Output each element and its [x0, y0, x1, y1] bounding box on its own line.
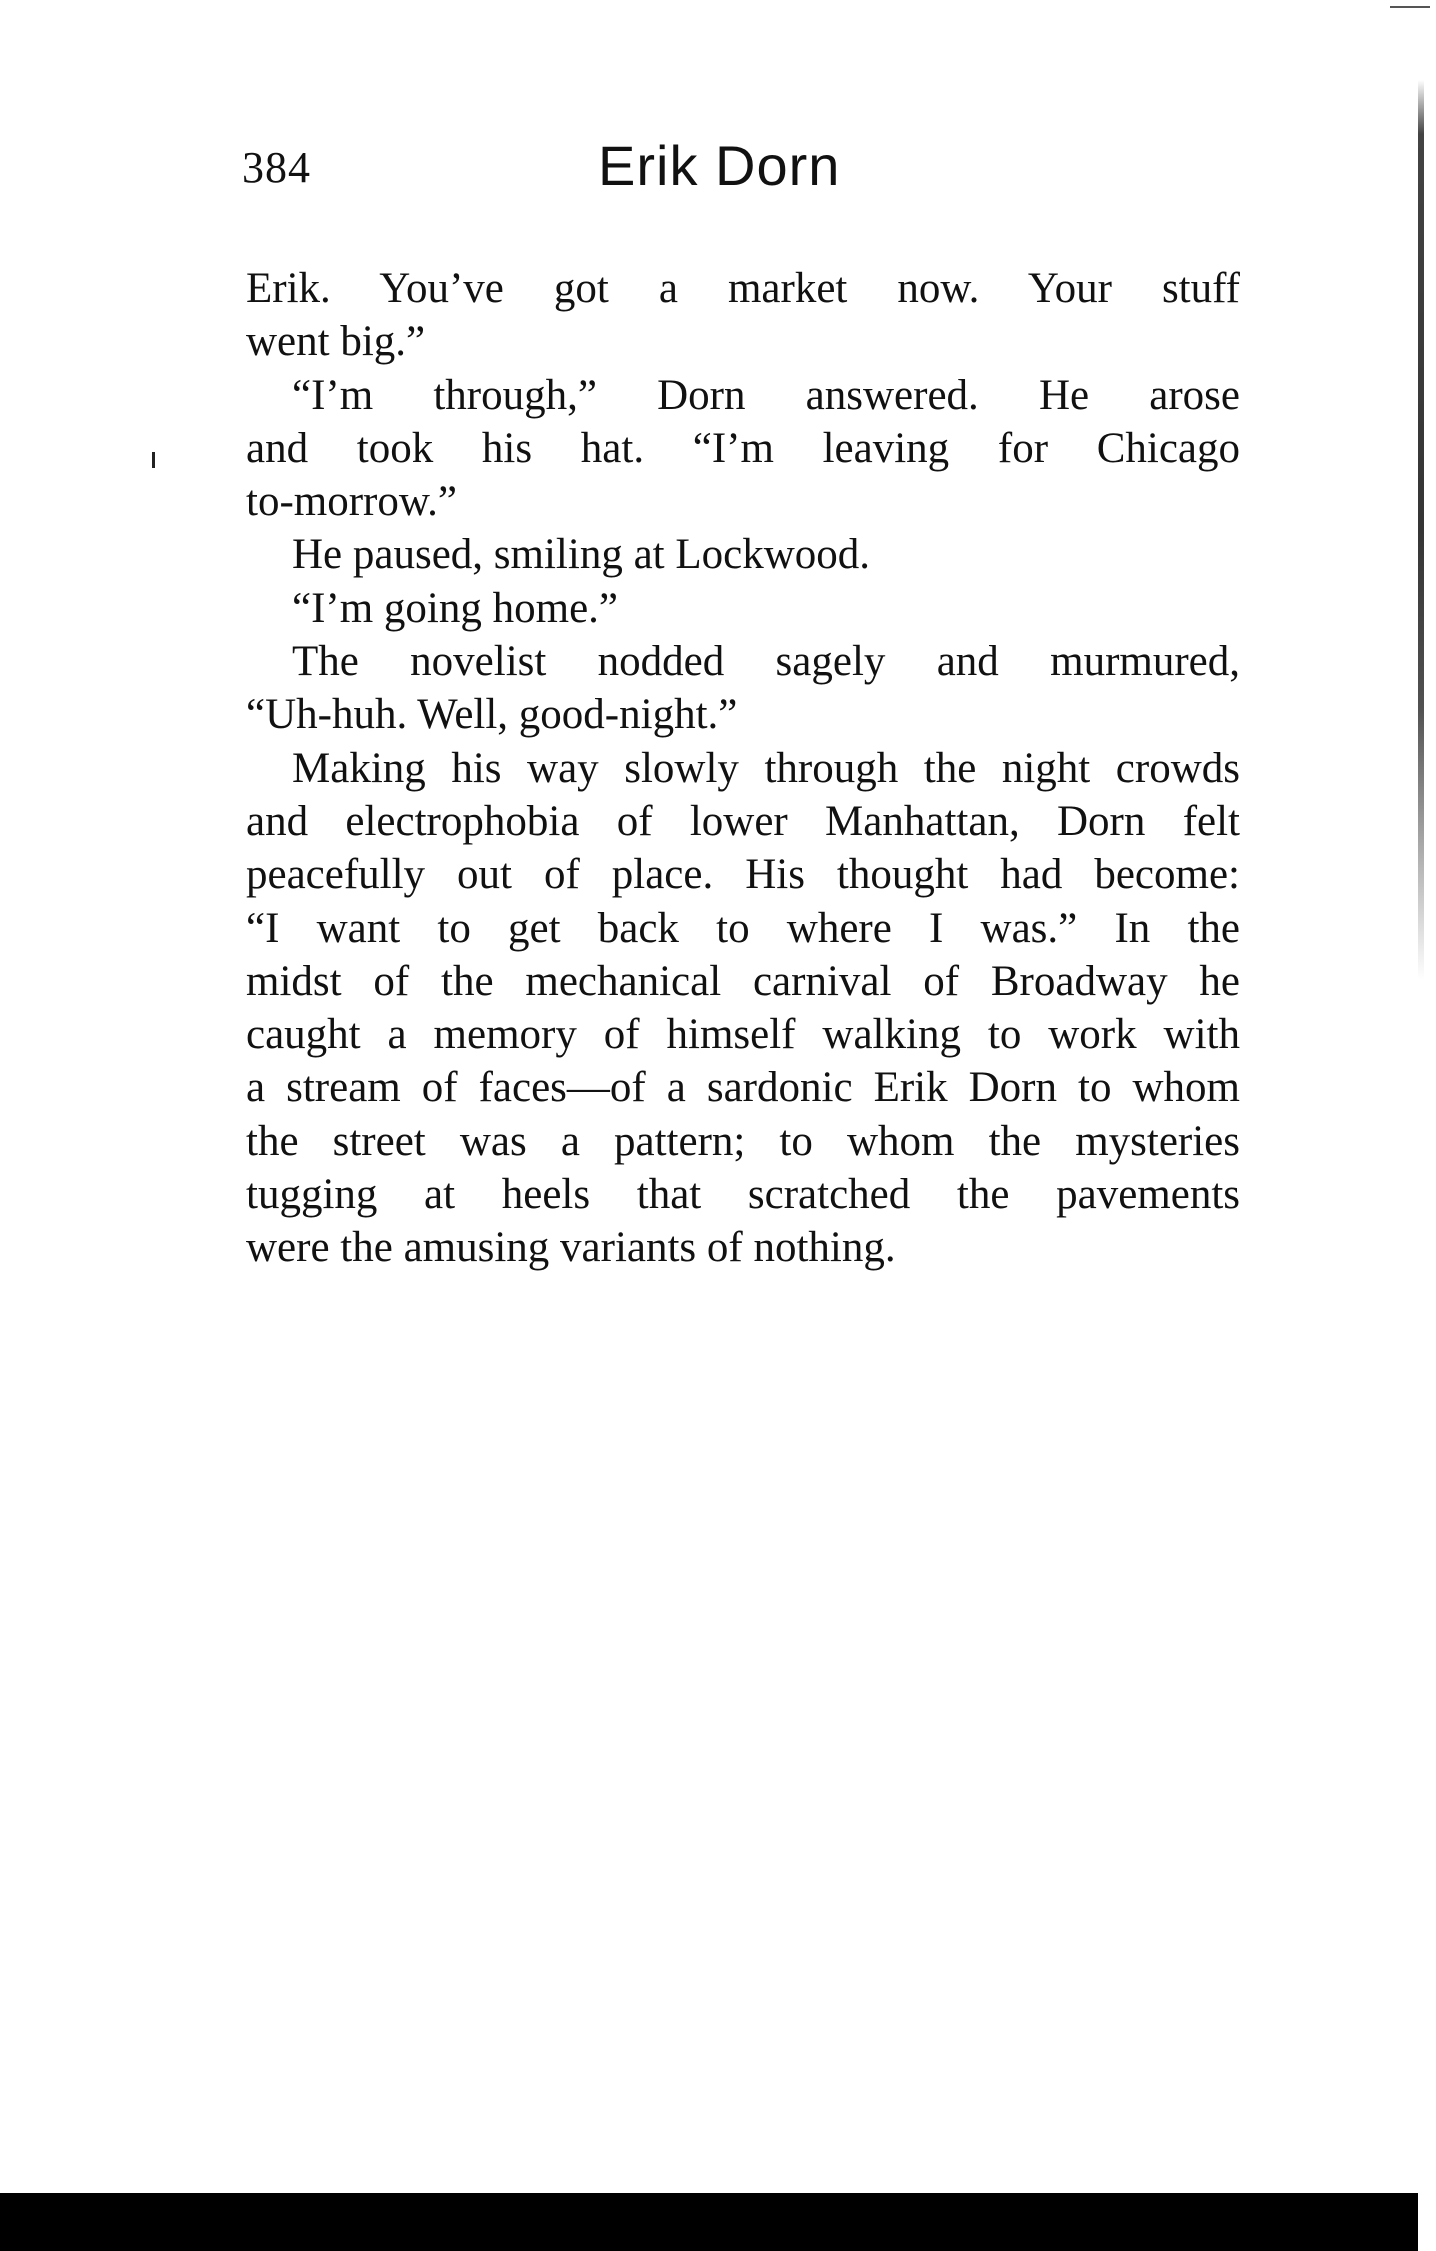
- text-line: “I want to get back to where I was.” In the: [246, 904, 1240, 952]
- text-line: tugging at heels that scratched the pavements: [246, 1171, 1240, 1219]
- text-line: and electrophobia of lower Manhattan, Dorn felt: [246, 797, 1240, 845]
- text-line: “I’m through,” Dorn answered. He arose: [292, 371, 1240, 419]
- text-line: Erik. You’ve got a market now. Your stuff: [246, 265, 1240, 312]
- text-line: and took his hat. “I’m leaving for Chicago: [246, 424, 1240, 472]
- text-line: The novelist nodded sagely and murmured,: [292, 638, 1240, 686]
- scan-speck: [152, 452, 155, 468]
- text-line: peacefully out of place. His thought had become:: [246, 851, 1240, 899]
- page-header: [242, 134, 1242, 214]
- running-title: Erik Dorn: [598, 134, 841, 197]
- text-line: “I’m going home.”: [292, 584, 618, 632]
- scan-bottom-border: [0, 2193, 1418, 2251]
- text-line: were the amusing variants of nothing.: [246, 1224, 896, 1272]
- text-line: Making his way slowly through the night crowds: [292, 744, 1240, 792]
- text-line: midst of the mechanical carnival of Broadway he: [246, 957, 1240, 1005]
- scan-mark: [1390, 6, 1430, 8]
- page-number: 384: [242, 143, 311, 192]
- body-text: [246, 262, 1240, 1275]
- text-line: the street was a pattern; to whom the mysteries: [246, 1117, 1240, 1165]
- text-line: “Uh-huh. Well, good-night.”: [246, 691, 738, 739]
- text-line: a stream of faces—of a sardonic Erik Dorn to whom: [246, 1064, 1240, 1112]
- text-line: to-morrow.”: [246, 478, 457, 526]
- text-line: He paused, smiling at Lockwood.: [292, 531, 871, 579]
- text-line: went big.”: [246, 318, 426, 366]
- text-line: caught a memory of himself walking to work with: [246, 1011, 1240, 1059]
- page-edge-shadow: [1418, 80, 1424, 980]
